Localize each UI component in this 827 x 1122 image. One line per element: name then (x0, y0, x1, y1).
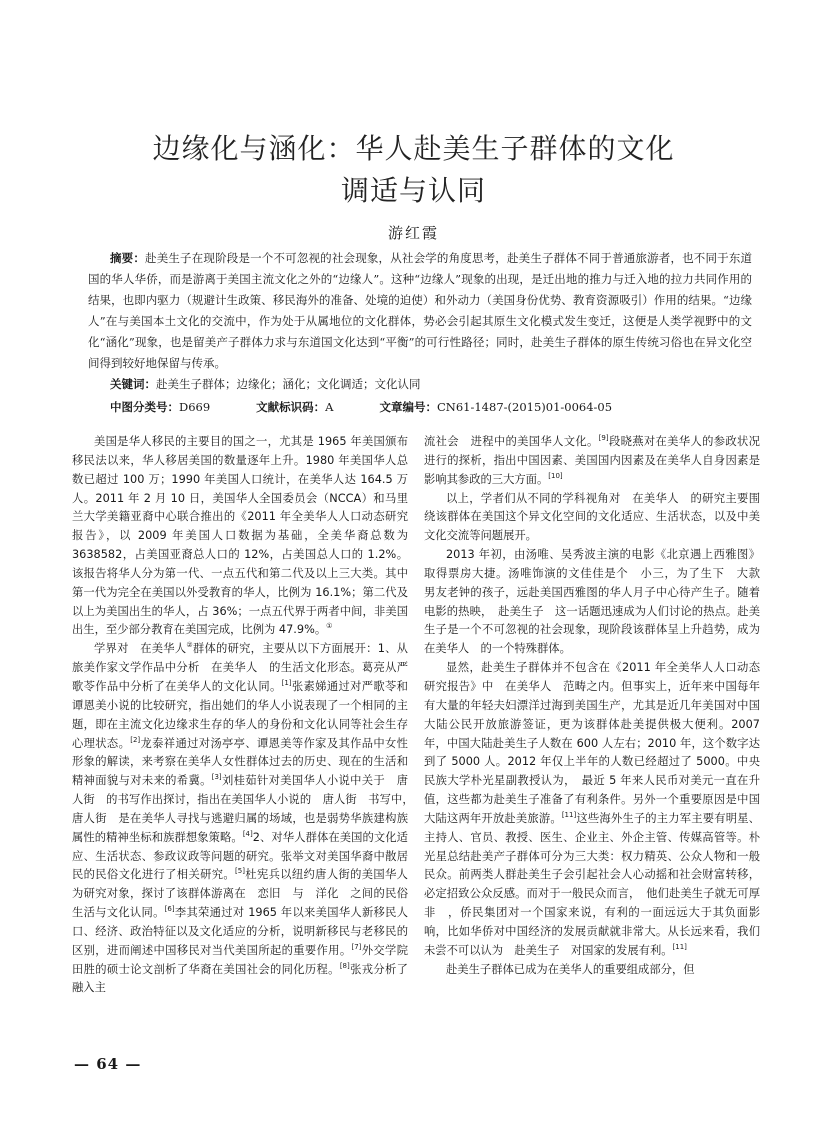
citation-ref: [9] (598, 434, 609, 443)
citation-ref: [11] (672, 943, 687, 952)
keywords-label: 关键词： (110, 377, 156, 391)
citation-ref: [7] (351, 943, 362, 952)
title-line-2: 调适与认同 (340, 174, 486, 207)
paragraph: 显然，赴美生子群体并不包含在《2011 年全美华人人口动态研究报告》中 在美华人 范畴之内。但事实上，近年来中国每年有大量的年轻夫妇漂洋过海到美国生产，尤其是近几年美国对中国大陆公民开放旅游签证，更为该群体赴美提供极大便利。2007 年，中国大陆赴美生子人数在 600 人左右；2010 年，这个数字达到了 5000 人。2012 年仅上半年的人数已经超过了 5000。中央民族大学朴光星副教授认为， 最近 5 年来人民币对美元一直在升值，这些都为赴美生子准备了有利条件。另外一个重要原因是中国大陆这两年开放赴美旅游。[11]这些海外生子的主力军主要有明星、主持人、官员、教授、医生、企业主、外企主管、传媒高管等。朴光星总结赴美产子群体可分为三大类：权力精英、公众人物和一般民众。前两类人群赴美生子会引起社会人心动摇和社会财富转移，必定招致公众反感。而对于一般民众而言， 他们赴美生子就无可厚非 ，侨民集团对一个国家来说，有利的一面远远大于其负面影响，比如华侨对中国经济的发展贡献就非常大。从长远来看，我们未尝不可以认为 赴美生子 对国家的发展有利。[11] (424, 661, 760, 957)
citation-ref: [5] (235, 867, 245, 876)
paragraph: 美国是华人移民的主要目的国之一，尤其是 1965 年美国颁布移民法以来，华人移居美国的数量逐年上升。1980 年美国华人总数已超过 100 万；1990 年美国人口统计，在美华人达 164.5 万人。2011 年 2 月 10 日，美国华人全国委员会（NCCA）和马里兰大学美籍亚裔中心联合推出的《2011 年全美华人人口动态研究报告》，以 2009 年美国人口数据为基础，全美华裔总数为 3638582，占美国亚裔总人口的 12%，占美国总人口的 1.2%。该报告将华人分为第一代、一点五代和第二代及以上三大类。其中第一代为完全在美国以外受教育的华人，比例为 16.1%；第二代及以上为美国出生的华人，占 36%；一点五代界于两者中间，非美国出生，至少部分教育在美国完成，比例为 47.9%。① (72, 435, 408, 637)
footnote-ref: ② (186, 641, 193, 650)
article-number: 文章编号：CN61-1487-(2015)01-0064-05 (379, 400, 613, 414)
abstract (88, 248, 752, 374)
document-code: 文献标识码：A (256, 400, 334, 414)
citation-ref: [10] (548, 471, 563, 480)
citation-ref: [3] (211, 773, 222, 782)
citation-ref: [2] (130, 735, 141, 744)
paragraph: 2013 年初，由汤唯、吴秀波主演的电影《北京遇上西雅图》取得票房大捷。汤唯饰演的文佳佳是个 小三，为了生下 大款 男友老钟的孩子，远赴美国西雅图的华人月子中心待产生子。随着电影的热映， 赴美生子 这一话题迅速成为人们讨论的热点。赴美生子是一个不可忽视的社会现象，现阶段该群体呈上升趋势，成为 在美华人 的一个特殊群体。 (424, 548, 772, 656)
citation-ref: [1] (281, 679, 292, 688)
author-name: 游红霞 (387, 224, 439, 242)
abstract-text: 赴美生子在现阶段是一个不可忽视的社会现象，从社会学的角度思考，赴美生子群体不同于普通旅游者，也不同于东道国的华人华侨，而是游离于美国主流文化之外的“边缘人”。这种“边缘人”现象的出现，是迁出地的推力与迁入地的拉力共同作用的结果，也即内驱力（规避计生政策、移民海外的准备、处境的迫使）和外动力（美国身份优势、教育资源吸引）作用的结果。“边缘人”在与美国本土文化的交流中，作为处于从属地位的文化群体，势必会引起其原生文化模式发生变迁，这便是人类学视野中的文化“涵化”现象，也是留美产子群体力求与东道国文化达到“平衡”的可行性路径；同时，赴美生子群体的原生传统习俗也在异文化空间得到较好地保留与传承。 (88, 251, 752, 370)
page-number: — 64 — (74, 1055, 142, 1073)
citation-ref: [6] (164, 905, 175, 914)
footnote-ref: ① (326, 622, 333, 631)
paragraph: 以上，学者们从不同的学科视角对 在美华人 的研究主要围绕该群体在美国这个异文化空间的文化适应、生活状态，以及中美文化交流等问题展开。 (424, 491, 760, 543)
keywords (110, 376, 421, 392)
citation-ref: [4] (242, 829, 253, 838)
body-column-left (72, 433, 420, 998)
abstract-label: 摘要： (110, 251, 146, 265)
clc-number: 中图分类号：D669 (110, 400, 211, 414)
body-column-right (424, 433, 772, 979)
citation-ref: [8] (339, 961, 350, 970)
paragraph: 流社会 进程中的美国华人文化。[9]段晓燕对在美华人的参政状况进行的探析，指出中国因素、美国国内因素及在美华人自身因素是影响其参政的三大方面。[10] (424, 434, 760, 486)
citation-ref: [11] (561, 811, 577, 820)
title-line-1: 边缘化与涵化：华人赴美生子群体的文化 (152, 132, 675, 165)
keywords-text: 赴美生子群体；边缘化；涵化；文化调适；文化认同 (156, 377, 421, 391)
article-meta (110, 399, 670, 415)
paragraph: 赴美生子群体已成为在美华人的重要组成部分，但 (446, 962, 695, 976)
article-title (60, 128, 767, 212)
paragraph: 学界对 在美华人②群体的研究，主要从以下方面展开：1、从旅美作家文学作品中分析 在美华人 的生活文化形态。葛亮从严歌苓作品中分析了在美华人的文化认同。[1]张素娣通过对严歌苓和谭恩美小说的比较研究，指出她们的华人小说表现了一个相同的主题，即在主流文化边缘求生存的华人的身份和文化认同等社会生存心理状态。[2]龙泰祥通过对汤亭亭、谭恩美等作家及其作品中女性形象的解读，来考察在美华人女性群体过去的历史、现在的生活和精神面貌与对未来的希冀。[3]刘桂茹针对美国华人小说中关于 唐人街 的书写作出探讨，指出在美国华人小说的 唐人街 书写中， 唐人街 是在美华人寻找与逃避归属的场域，也是弱势华族建构族属性的精神坐标和族群想象策略。[4]2、对华人群体在美国的文化适应、生活状态、参政议政等问题的研究。张举文对美国华裔中散居民的民俗文化进行了相关研究。[5]杜宪兵以纽约唐人街的美国华人为研究对象，探讨了该群体游离在 恋旧 与 洋化 之间的民俗生活与文化认同。[6]李其荣通过对 1965 年以来美国华人新移民人口、经济、政治特征以及文化适应的分析，说明新移民与老移民的区别，进而阐述中国移民对当代美国所起的重要作用。[7]外交学院田胜的硕士论文剖析了华裔在美国社会的同化历程。[8]张戎分析了 融入主 (72, 641, 420, 995)
